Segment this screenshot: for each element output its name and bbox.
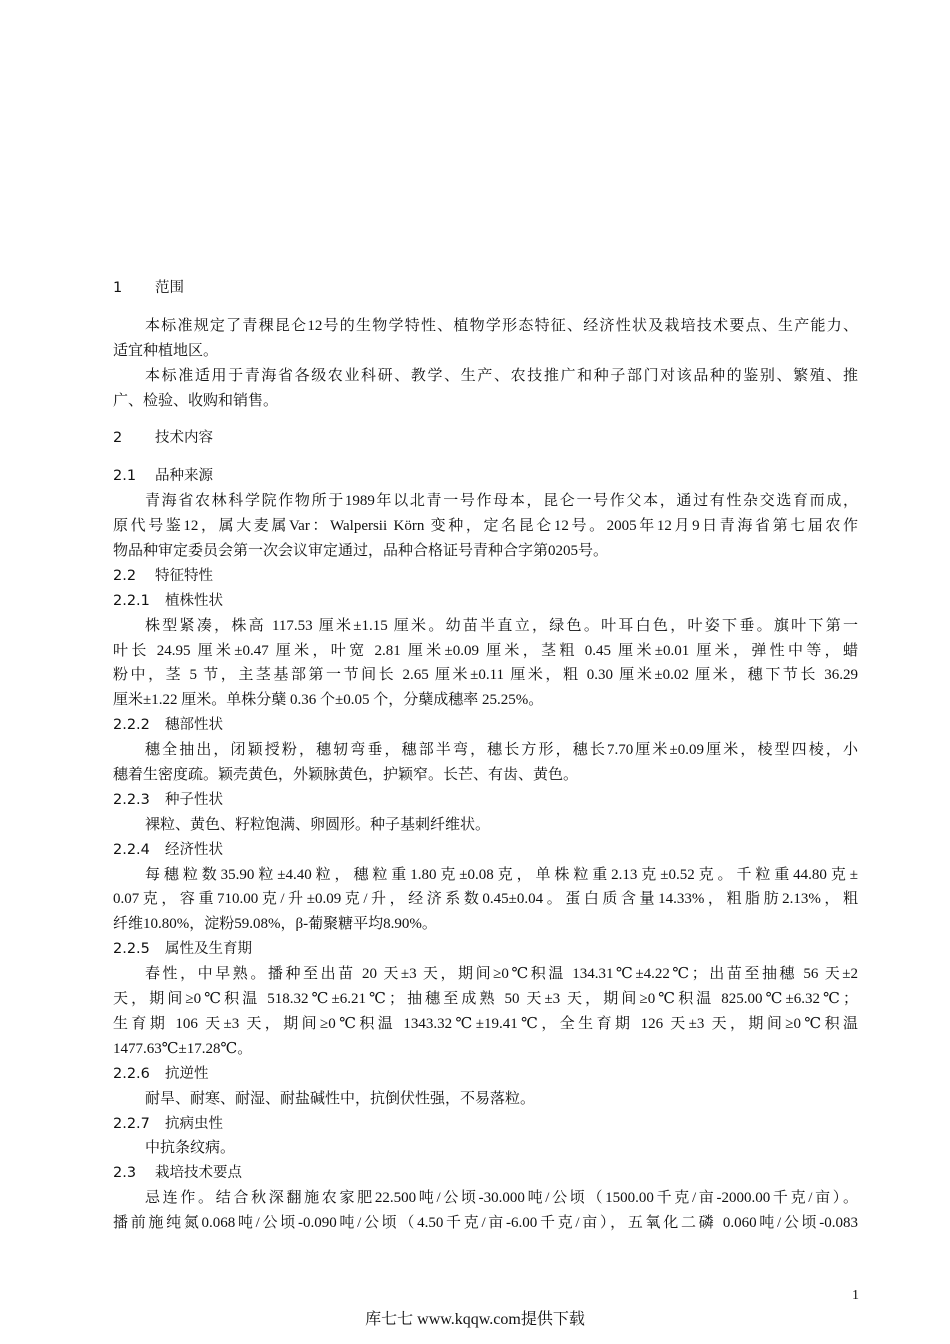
- section-number: 2.2: [113, 567, 137, 584]
- paragraph: [113, 1186, 858, 1236]
- paragraph-line: 中抗条纹病。: [145, 1140, 236, 1157]
- paragraph-line: 广、检验、收购和销售。: [113, 392, 279, 409]
- paragraph-line: 春性，中早熟。播种至出苗 20 天±3 天，期间≥0℃积温 134.31℃±4.22℃；出苗至抽穗 56 天±2: [145, 966, 858, 983]
- section-number: 2.2.2: [113, 717, 150, 734]
- section-number: 2.2.4: [113, 841, 150, 858]
- section-title: 抗病虫性: [165, 1115, 223, 1132]
- paragraph-line: 0.07克，容重710.00克/升±0.09克/升，经济系数0.45±0.04。蛋白质含量14.33%，粗脂肪2.13%，粗: [113, 891, 858, 908]
- section-number: 2.2.6: [113, 1065, 150, 1082]
- section-number: 2.2.1: [113, 592, 150, 609]
- paragraph-line: 忌连作。结合秋深翻施农家肥22.500吨/公顷-30.000吨/公顷（1500.00千克/亩-2000.00千克/亩）。: [145, 1190, 858, 1207]
- section-title: 属性及生育期: [165, 941, 252, 958]
- paragraph-line: 青海省农林科学院作物所于1989年以北青一号作母本，昆仑一号作父本，通过有性杂交选育而成，: [145, 493, 858, 510]
- paragraph: [113, 489, 858, 564]
- paragraph-line: 物品种审定委员会第一次会议审定通过，品种合格证号青种合字第0205号。: [113, 543, 609, 560]
- paragraph-line: 粉中，茎 5 节，主茎基部第一节间长 2.65 厘米±0.11 厘米，粗 0.30 厘米±0.02 厘米，穗下节长 36.29: [113, 667, 858, 684]
- section-heading: [113, 1161, 858, 1186]
- paragraph-line: 播前施纯氮0.068吨/公顷-0.090吨/公顷（4.50千克/亩-6.00千克/亩），五氧化二磷 0.060吨/公顷-0.083: [113, 1215, 858, 1232]
- section-heading: [113, 713, 858, 738]
- section-heading: [113, 276, 858, 301]
- section-heading: [113, 589, 858, 614]
- section-number: 2.2.3: [113, 791, 150, 808]
- section-number: 2: [113, 430, 123, 447]
- paragraph-line: 耐旱、耐寒、耐湿、耐盐碱性中，抗倒伏性强，不易落粒。: [145, 1090, 536, 1107]
- paragraph-line: 纤维10.80%，淀粉59.08%，β-葡聚糖平均8.90%。: [113, 916, 437, 933]
- paragraph-line: 天，期间≥0℃积温 518.32℃±6.21℃；抽穗至成熟 50 天±3 天，期间≥0℃积温 825.00℃±6.32℃；: [113, 991, 858, 1008]
- paragraph-line: 生育期 106 天±3 天，期间≥0℃积温 1343.32℃±19.41℃，全生育期 126 天±3 天，期间≥0℃积温: [113, 1015, 858, 1032]
- section-heading: [113, 464, 858, 489]
- paragraph: [113, 1087, 858, 1112]
- section-title: 范围: [155, 280, 184, 296]
- section-heading: [113, 937, 858, 962]
- section-title: 种子性状: [165, 791, 223, 808]
- section-title: 抗逆性: [165, 1065, 209, 1082]
- section-title: 穗部性状: [165, 717, 223, 734]
- section-heading: [113, 788, 858, 813]
- page-number: 1: [852, 1288, 859, 1303]
- section-number: 2.1: [113, 468, 137, 485]
- paragraph-line: 本标准规定了青稞昆仑12号的生物学特性、植物学形态特征、经济性状及栽培技术要点、生产能力、: [145, 317, 858, 334]
- paragraph-line: 原代号鉴12，属大麦属Var：Walpersii Körn 变种，定名昆仑12号。2005年12月9日青海省第七届农作: [113, 518, 858, 535]
- paragraph: [113, 962, 858, 1062]
- section-title: 技术内容: [155, 430, 213, 447]
- paragraph-line: 每穗粒数35.90粒±4.40粒，穗粒重1.80克±0.08克，单株粒重2.13克±0.52克。千粒重44.80克±: [145, 866, 858, 883]
- paragraph-line: 穗全抽出，闭颖授粉，穗轫弯垂，穗部半弯，穗长方形，穗长7.70厘米±0.09厘米，棱型四棱，小: [145, 742, 858, 759]
- section-number: 2.3: [113, 1165, 137, 1182]
- paragraph-line: 穗着生密度疏。颖壳黄色，外颖脉黄色，护颖窄。长芒、有齿、黄色。: [113, 767, 579, 784]
- paragraph: [113, 1136, 858, 1161]
- paragraph: [113, 364, 858, 414]
- section-title: 经济性状: [165, 841, 223, 858]
- section-heading: [113, 564, 858, 589]
- paragraph: [113, 813, 858, 838]
- document-body: [113, 276, 858, 1236]
- paragraph-line: 厘米±1.22 厘米。单株分蘖 0.36 个±0.05 个，分蘖成穗率 25.25%。: [113, 692, 544, 709]
- paragraph: [113, 863, 858, 938]
- paragraph-line: 1477.63℃±17.28℃。: [113, 1040, 253, 1057]
- paragraph: [113, 614, 858, 714]
- paragraph-line: 裸粒、黄色、籽粒饱满、卵圆形。种子基刺纤维状。: [145, 816, 491, 833]
- section-title: 品种来源: [155, 468, 213, 485]
- paragraph-line: 叶长 24.95 厘米±0.47 厘米，叶宽 2.81 厘米±0.09 厘米，茎粗 0.45 厘米±0.01 厘米，弹性中等，蜡: [113, 642, 858, 659]
- paragraph-line: 本标准适用于青海省各级农业科研、教学、生产、农技推广和种子部门对该品种的鉴别、繁殖、推: [145, 367, 858, 384]
- section-title: 特征特性: [155, 567, 213, 584]
- section-heading: [113, 838, 858, 863]
- section-heading: [113, 426, 858, 451]
- paragraph: [113, 738, 858, 788]
- section-number: 2.2.7: [113, 1115, 150, 1132]
- paragraph: [113, 314, 858, 364]
- section-number: 2.2.5: [113, 941, 150, 958]
- paragraph-line: 适宜种植地区。: [113, 342, 219, 359]
- section-title: 栽培技术要点: [155, 1165, 242, 1182]
- section-heading: [113, 1112, 858, 1137]
- section-title: 植株性状: [165, 592, 223, 609]
- paragraph-line: 株型紧凑，株高 117.53 厘米±1.15 厘米。幼苗半直立，绿色。叶耳白色，叶姿下垂。旗叶下第一: [145, 617, 858, 634]
- section-heading: [113, 1062, 858, 1087]
- footer-watermark: 库七七 www.kqqw.com提供下载: [365, 1311, 585, 1328]
- section-number: 1: [113, 280, 123, 296]
